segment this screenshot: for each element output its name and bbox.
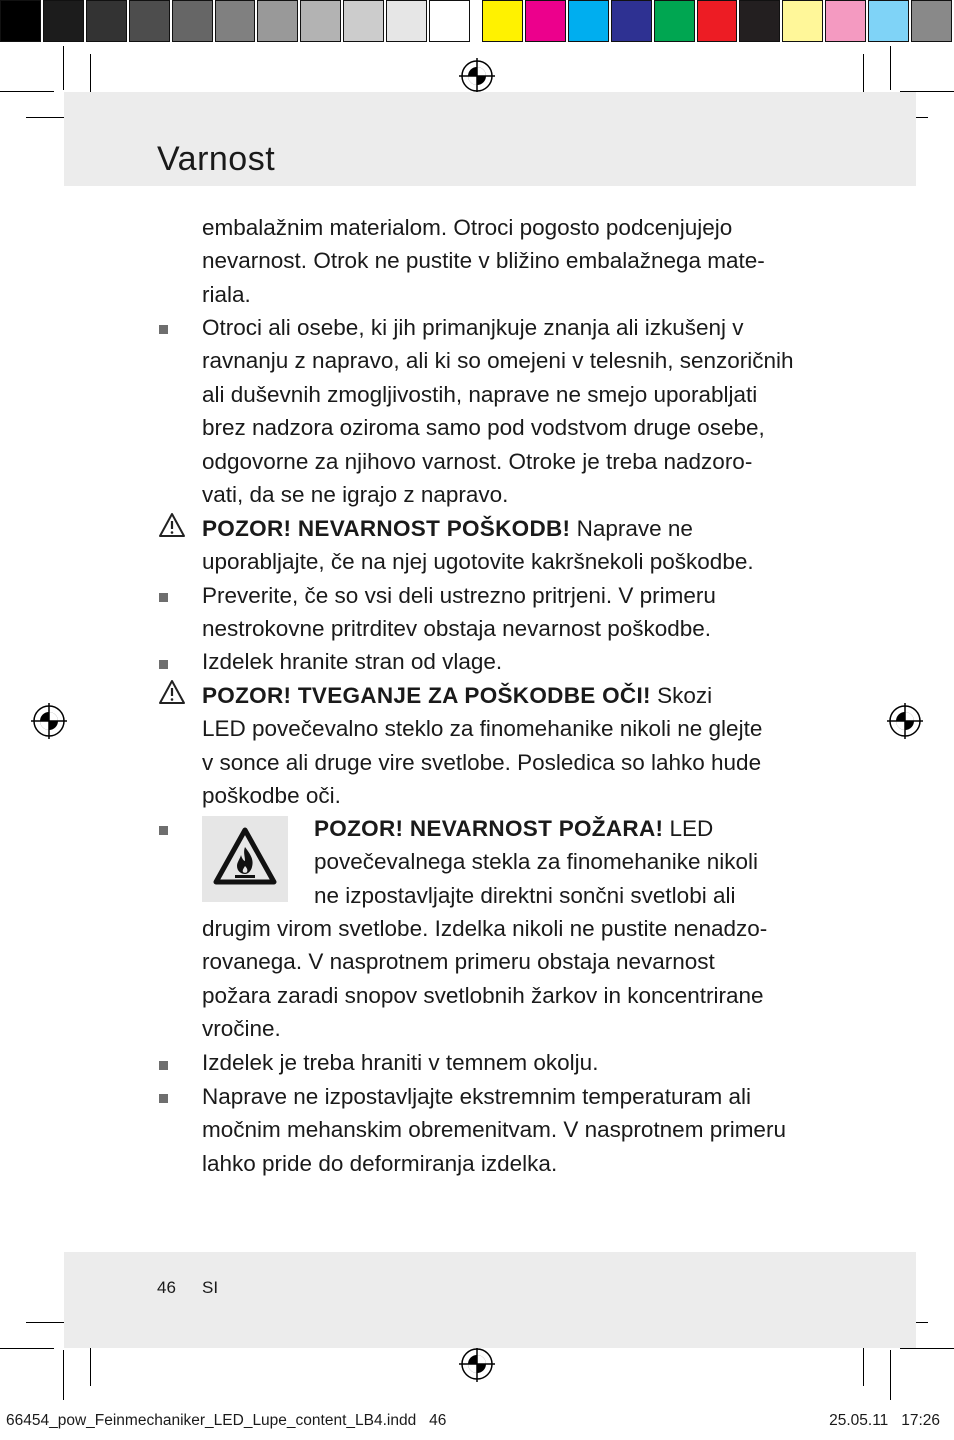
bullet-square [159, 1094, 168, 1103]
text-line: rovanega. V nasprotnem primeru obstaja nevarnost [202, 949, 715, 975]
registration-mark-icon [459, 58, 495, 94]
warning-triangle-icon [158, 512, 186, 538]
text-line: drugim virom svetlobe. Izdelka nikoli ne pustite nenadzo- [202, 916, 768, 941]
paragraph-children-persons [202, 311, 802, 511]
color-swatch [386, 0, 427, 42]
color-swatch [129, 0, 170, 42]
crop-mark [900, 1348, 954, 1349]
text-line: nevarnost. Otrok ne pustite v bližino embalažnega mate- [202, 248, 765, 274]
text-line: Naprave ne izpostavljajte ekstremnim temperaturam ali [202, 1084, 751, 1109]
text-line: ne izpostavljajte direktni sončni svetlobi ali [314, 882, 736, 908]
crop-mark [890, 46, 891, 90]
registration-mark-icon [459, 1346, 495, 1382]
text-line: ravnanju z napravo, ali ki so omejeni v telesnih, senzoričnih [202, 348, 794, 374]
color-swatch [739, 0, 780, 42]
crop-mark [63, 1350, 64, 1400]
warning-heading: POZOR! NEVARNOST POŠKODB! [202, 516, 571, 541]
color-swatch [86, 0, 127, 42]
paragraph-packaging [202, 211, 802, 311]
page-number: 46 [157, 1278, 176, 1297]
text-line: Izdelek hranite stran od vlage. [202, 649, 503, 674]
registration-mark-icon [887, 703, 923, 739]
bullet-square [159, 660, 168, 669]
text-line: nestrokovne pritrditev obstaja nevarnost poškodbe. [202, 616, 712, 642]
text-line: Izdelek je treba hraniti v temnem okolju. [202, 1050, 599, 1075]
bullet-square [159, 593, 168, 602]
crop-mark [0, 1348, 54, 1349]
warning-fire [314, 812, 794, 912]
footer-band [64, 1252, 916, 1348]
warning-fire-continued [202, 912, 802, 1046]
text-line: vročine. [202, 1016, 281, 1042]
color-swatch [215, 0, 256, 42]
color-swatch [525, 0, 566, 42]
fire-hazard-box [202, 816, 288, 902]
slug-datetime: 25.05.11 17:26 [829, 1412, 940, 1429]
slug-filename: 66454_pow_Feinmechaniker_LED_Lupe_content_LB4.indd 46 [6, 1412, 447, 1429]
color-swatch [911, 0, 952, 42]
color-swatch [429, 0, 470, 42]
warning-triangle-icon [158, 679, 186, 705]
paragraph-moisture [202, 645, 802, 678]
bullet-square [159, 1061, 168, 1070]
text-line: Preverite, če so vsi deli ustrezno pritrjeni. V primeru [202, 583, 716, 608]
crop-mark [26, 117, 64, 118]
text-line: brez nadzora oziroma samo pod vodstvom druge osebe, [202, 415, 765, 441]
warning-heading: POZOR! NEVARNOST POŽARA! [314, 816, 664, 841]
bullet-square [159, 325, 168, 334]
color-swatch [43, 0, 84, 42]
bullet-square [159, 826, 168, 835]
registration-mark-icon [31, 703, 67, 739]
language-code: SI [202, 1278, 219, 1297]
page-title: Varnost [157, 140, 276, 178]
color-swatch [343, 0, 384, 42]
text-line [202, 679, 802, 712]
warning-heading: POZOR! TVEGANJE ZA POŠKODBE OČI! [202, 683, 651, 708]
text-line: embalažnim materialom. Otroci pogosto podcenjujejo [202, 215, 733, 240]
text-line: poškodbe oči. [202, 783, 341, 809]
color-swatch [611, 0, 652, 42]
color-swatch [868, 0, 909, 42]
color-calibration-bar-cmyk [482, 0, 954, 46]
warning-text: LED [663, 816, 714, 841]
warning-injury [202, 512, 802, 579]
warning-text: Skozi [650, 683, 713, 708]
warning-text: Naprave ne [570, 516, 693, 541]
paragraph-parts-fixed [202, 579, 802, 646]
crop-mark [63, 46, 64, 90]
color-calibration-bar-grayscale [0, 0, 472, 46]
color-swatch [0, 0, 41, 42]
color-swatch [825, 0, 866, 42]
text-line: ali duševnih zmogljivostih, naprave ne smejo uporabljati [202, 381, 758, 407]
paragraph-dark-storage [202, 1046, 802, 1079]
text-line: LED povečevalno steklo za finomehanike nikoli ne glejte [202, 716, 763, 742]
text-line: odgovorne za njihovo varnost. Otroke je treba nadzoro- [202, 448, 753, 474]
color-swatch [300, 0, 341, 42]
color-swatch [654, 0, 695, 42]
crop-mark [890, 1350, 891, 1400]
text-line: v sonce ali druge vire svetlobe. Posledica so lahko hude [202, 749, 762, 775]
color-swatch [482, 0, 523, 42]
color-swatch [172, 0, 213, 42]
crop-mark [26, 1322, 64, 1323]
color-swatch [568, 0, 609, 42]
text-line: požara zaradi snopov svetlobnih žarkov in koncentrirane [202, 982, 764, 1008]
text-line: Otroci ali osebe, ki jih primanjkuje znanja ali izkušenj v [202, 315, 744, 340]
text-line: vati, da se ne igrajo z napravo. [202, 482, 509, 508]
paragraph-temperatures [202, 1080, 802, 1180]
text-line: lahko pride do deformiranja izdelka. [202, 1150, 558, 1176]
text-line [202, 512, 802, 545]
crop-mark [0, 91, 54, 92]
text-line: riala. [202, 281, 251, 307]
text-line: močnim mehanskim obremenitvam. V nasprotnem primeru [202, 1117, 786, 1143]
color-swatch [697, 0, 738, 42]
text-line [314, 812, 794, 845]
fire-hazard-icon [202, 816, 288, 902]
warning-eye-injury [202, 679, 802, 813]
text-line: uporabljajte, če na njej ugotovite kakršnekoli poškodbe. [202, 549, 754, 575]
color-swatch [782, 0, 823, 42]
color-swatch [257, 0, 298, 42]
text-line: povečevalnega stekla za finomehanike nikoli [314, 849, 759, 875]
